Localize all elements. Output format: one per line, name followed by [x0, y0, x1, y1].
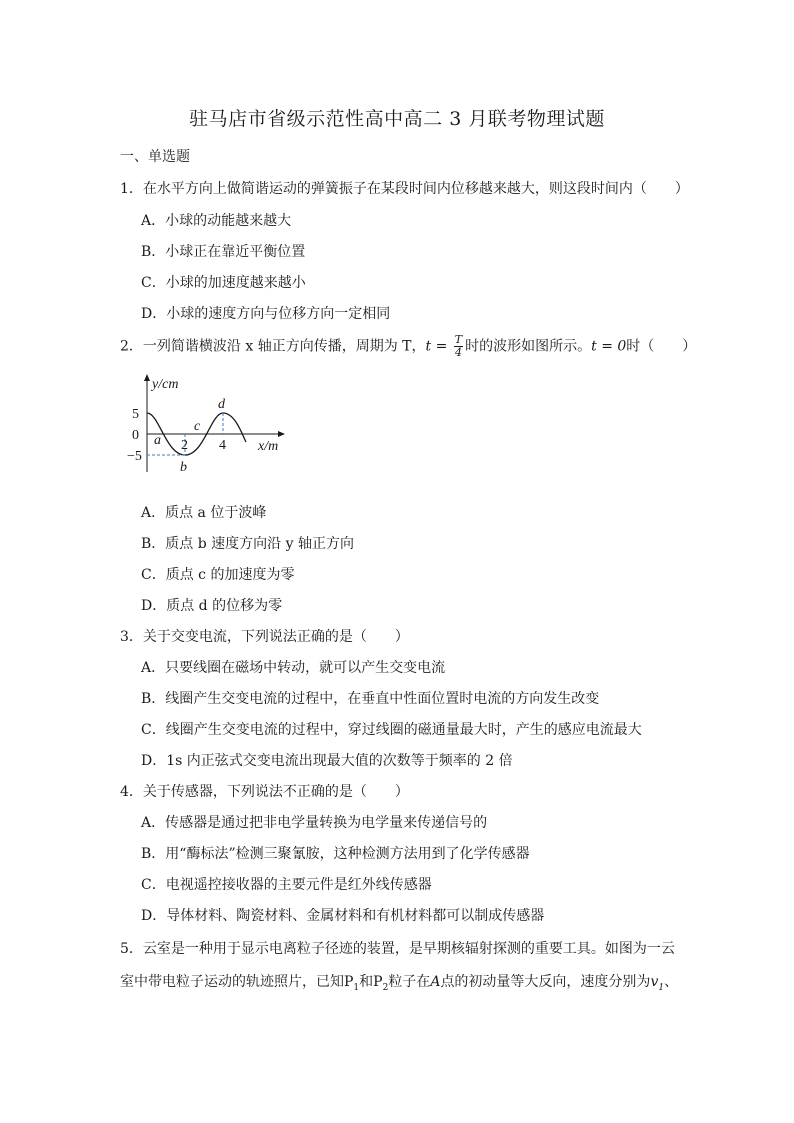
section-heading: 一、单选题	[120, 149, 190, 165]
question-1-option-b: B．小球正在靠近平衡位置	[141, 244, 306, 260]
particle-p2	[373, 974, 389, 993]
question-4-option-d: D．导体材料、陶瓷材料、金属材料和有机材料都可以制成传感器	[141, 908, 545, 924]
question-2-option-a: A．质点 a 位于波峰	[141, 505, 267, 521]
question-4-option-a: A．传感器是通过把非电学量转换为电学量来传递信号的	[141, 815, 488, 831]
question-5-line-2-part-a: 室中带电粒子运动的轨迹照片，已知	[120, 974, 344, 990]
question-3-option-a: A．只要线圈在磁场中转动，就可以产生交变电流	[141, 660, 446, 676]
x-axis-label: x/m	[258, 439, 279, 454]
point-c-label: c	[194, 419, 201, 434]
y-axis-label: y/cm	[152, 377, 179, 392]
tick-label-5: 5	[132, 407, 139, 422]
tick-label-2: 2	[181, 438, 188, 453]
particle-p2-symbol: P	[373, 974, 383, 990]
question-5-line-2	[120, 971, 678, 993]
point-b-label: b	[180, 460, 187, 475]
time-zero: t = 0	[591, 338, 627, 355]
question-3-stem: 3．关于交变电流，下列说法正确的是（ ）	[120, 629, 409, 645]
velocity-v1-symbol: v	[650, 974, 659, 990]
question-5-line-1: 5．云室是一种用于显示电离粒子径迹的装置，是早期核辐射探测的重要工具。如图为一云	[120, 941, 675, 957]
conjunction-and: 和	[359, 974, 374, 990]
question-1-option-d: D．小球的速度方向与位移方向一定相同	[141, 306, 391, 322]
point-d-label: d	[218, 397, 225, 412]
page-title: 驻马店市省级示范性高中高二 3 月联考物理试题	[189, 108, 605, 130]
time-variable: t	[425, 338, 432, 355]
question-2-option-b: B．质点 b 速度方向沿 y 轴正方向	[141, 536, 354, 552]
period-fraction	[454, 334, 463, 359]
equals-sign: =	[431, 338, 452, 355]
fraction-numerator: T	[454, 333, 463, 346]
question-4-option-b: B．用“酶标法”检测三聚氰胺，这种检测方法用到了化学传感器	[141, 846, 530, 862]
question-3-option-b: B．线圈产生交变电流的过程中，在垂直中性面位置时电流的方向发生改变	[141, 691, 600, 707]
particle-p1	[344, 974, 360, 993]
particle-p2-subscript: 2	[382, 982, 389, 993]
question-4-stem: 4．关于传感器，下列说法不正确的是（ ）	[120, 784, 409, 800]
question-2-option-d: D．质点 d 的位移为零	[141, 598, 283, 614]
question-4-option-c: C．电视遥控接收器的主要元件是红外线传感器	[141, 877, 432, 893]
y-axis-arrow	[144, 374, 150, 381]
question-5-line-2-part-c: 点的初动量等大反向，速度分别为	[440, 974, 651, 990]
point-a-label: a	[154, 433, 161, 448]
tick-label-4: 4	[219, 438, 226, 453]
velocity-v1-subscript: 1	[658, 982, 665, 993]
particle-p1-subscript: 1	[353, 982, 360, 993]
question-2-stem-part-b: 时的波形如图所示。	[465, 338, 592, 355]
point-a-symbol: A	[430, 974, 441, 990]
question-3-option-c: C．线圈产生交变电流的过程中，穿过线圈的磁通量最大时，产生的感应电流最大	[141, 722, 642, 738]
x-axis-arrow	[278, 431, 285, 437]
particle-p1-symbol: P	[344, 974, 354, 990]
question-2-option-c: C．质点 c 的加速度为零	[141, 567, 295, 583]
question-2-stem	[120, 334, 696, 359]
question-1-option-a: A．小球的动能越来越大	[141, 213, 292, 229]
tick-label-neg5: −5	[127, 449, 142, 464]
velocity-v1	[650, 974, 665, 993]
waveform-figure	[127, 372, 305, 481]
question-2-stem-part-a: 2．一列简谐横波沿 x 轴正方向传播，周期为 T，	[120, 338, 426, 355]
question-1-stem: 1．在水平方向上做简谐运动的弹簧振子在某段时间内位移越来越大，则这段时间内（ ）	[120, 181, 689, 197]
question-5-line-2-part-d: 、	[664, 974, 679, 990]
question-5-line-2-part-b: 粒子在	[388, 974, 431, 990]
question-1-option-c: C．小球的加速度越来越小	[141, 275, 306, 291]
question-3-option-d: D．1s 内正弦式交变电流出现最大值的次数等于频率的 2 倍	[141, 753, 513, 769]
tick-label-0: 0	[132, 428, 139, 443]
question-2-stem-part-c: 时（ ）	[626, 338, 697, 355]
fraction-denominator: 4	[454, 346, 462, 359]
